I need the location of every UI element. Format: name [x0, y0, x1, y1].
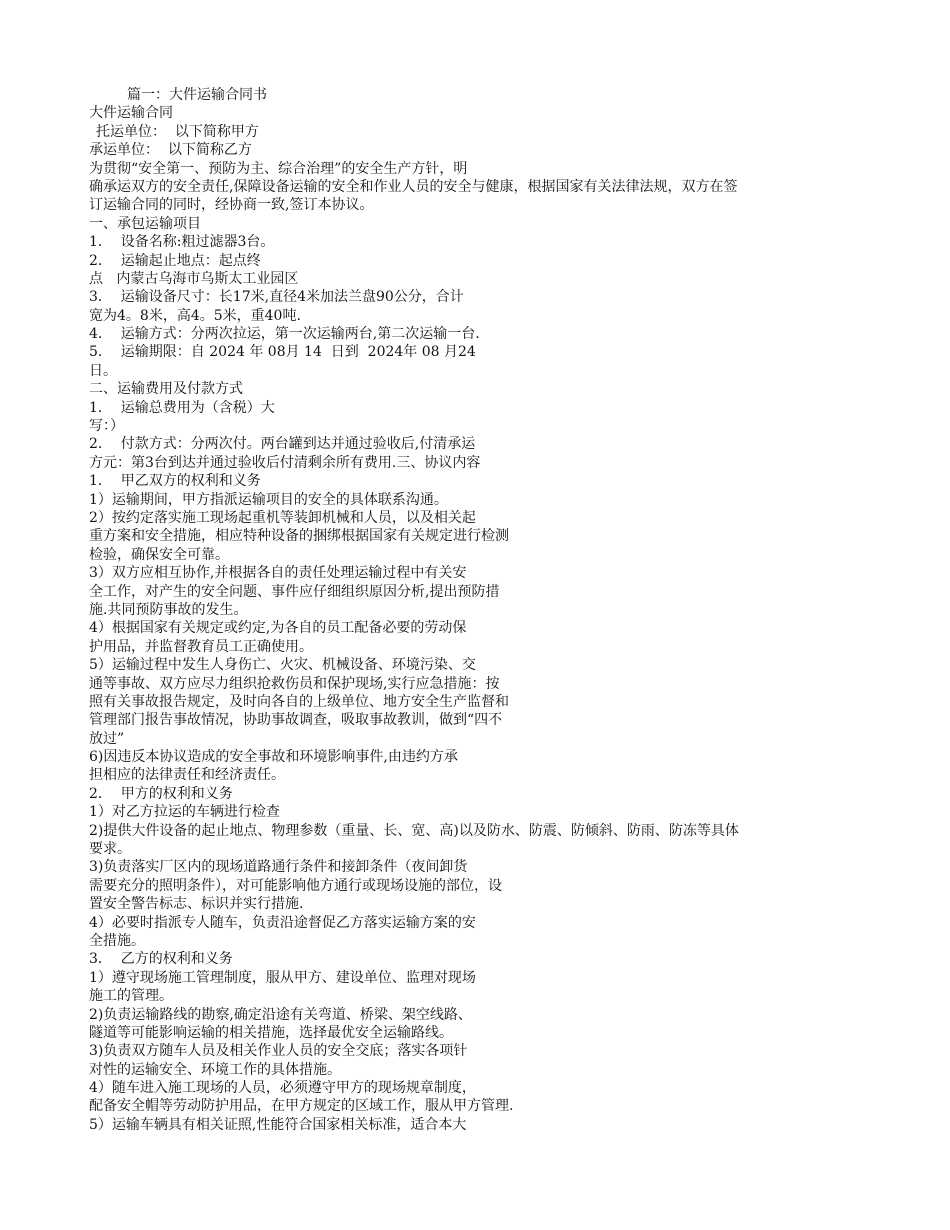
document-page — [89, 86, 869, 1134]
subsection-heading: 1． 甲乙双方的权利和义务 — [89, 473, 261, 490]
text-line: 5． 运输期限：自 2024 年 08月 14 日到 2024年 08 月24 — [89, 344, 476, 361]
section-heading: 二、运输费用及付款方式 — [89, 381, 243, 398]
text-line: 日。 — [89, 362, 117, 379]
subsection-heading: 2． 甲方的权利和义务 — [89, 785, 233, 802]
text-line: 6)因违反本协议造成的安全事故和环境影响事件,由违约方承 — [89, 749, 458, 766]
text-line: 全工作，对产生的安全问题、事件应仔细组织原因分析,提出预防措 — [89, 583, 500, 600]
text-line: 2． 付款方式：分两次付。两台罐到达并通过验收后,付清承运 — [89, 436, 476, 453]
text-line: 订运输合同的同时，经协商一致,签订本协议。 — [89, 197, 374, 214]
text-line: 1． 运输总费用为（含税）大 — [89, 399, 275, 416]
text-line: 3． 运输设备尺寸：长17米,直径4米加法兰盘90公分，合计 — [89, 289, 464, 306]
text-line: 3)负责双方随车人员及相关作业人员的安全交底；落实各项针 — [89, 1043, 468, 1060]
text-line: 要求。 — [89, 841, 131, 858]
text-line: 4． 运输方式：分两次拉运，第一次运输两台,第二次运输一台. — [89, 326, 480, 343]
section-heading: 一、承包运输项目 — [89, 215, 201, 232]
text-line: 施.共同预防事故的发生。 — [89, 601, 248, 618]
text-line: 为贯彻“安全第一、预防为主、综合治理”的安全生产方针，明 — [89, 160, 468, 177]
text-line: 隧道等可能影响运输的相关措施，选择最优安全运输路线。 — [89, 1024, 453, 1041]
carrier-line: 承运单位： 以下简称乙方 — [89, 142, 252, 159]
text-line: 4）必要时指派专人随车，负责沿途督促乙方落实运输方案的安 — [89, 914, 476, 931]
text-line: 检验，确保安全可靠。 — [89, 546, 229, 563]
text-line: 5）运输过程中发生人身伤亡、火灾、机械设备、环境污染、交 — [89, 657, 476, 674]
text-line: 5）运输车辆具有相关证照,性能符合国家相关标准，适合本大 — [89, 1116, 467, 1133]
text-line: 护用品，并监督教育员工正确使用。 — [89, 638, 313, 655]
shipper-line: 托运单位： 以下简称甲方 — [96, 123, 259, 140]
contract-title: 大件运输合同 — [89, 105, 173, 122]
text-line: 放过” — [89, 730, 125, 747]
text-line: 重方案和安全措施，相应特种设备的捆绑根据国家有关规定进行检测 — [89, 528, 509, 545]
text-line: 点 内蒙古乌海市乌斯太工业园区 — [89, 270, 299, 287]
text-line: 担相应的法律责任和经济责任。 — [89, 767, 285, 784]
text-line: 1）运输期间，甲方指派运输项目的安全的具体联系沟通。 — [89, 491, 448, 508]
text-line: 配备安全帽等劳动防护用品，在甲方规定的区域工作，服从甲方管理. — [89, 1098, 514, 1115]
text-line: 2)提供大件设备的起止地点、物理参数（重量、长、宽、高)以及防水、防震、防倾斜、防雨、防冻等具体 — [89, 822, 739, 839]
text-line: 置安全警告标志、标识并实行措施. — [89, 896, 304, 913]
subsection-heading: 3． 乙方的权利和义务 — [89, 951, 233, 968]
text-line: 2）按约定落实施工现场起重机等装卸机械和人员，以及相关起 — [89, 509, 476, 526]
document-heading: 篇一：大件运输合同书 — [127, 87, 267, 103]
text-line: 1）遵守现场施工管理制度，服从甲方、建设单位、监理对现场 — [89, 969, 476, 986]
text-line: 1． 设备名称:粗过滤器3台。 — [89, 234, 275, 251]
text-line: 3）双方应相互协作,并根据各自的责任处理运输过程中有关安 — [89, 565, 467, 582]
text-line: 1）对乙方拉运的车辆进行检查 — [89, 804, 280, 821]
text-line: 宽为4。8米，高4。5米，重40吨. — [89, 307, 301, 324]
text-line: 2)负责运输路线的勘察,确定沿途有关弯道、桥梁、架空线路、 — [89, 1006, 472, 1023]
text-line: 管理部门报告事故情况，协助事故调查，吸取事故教训，做到“四不 — [89, 712, 503, 729]
text-line: 方元：第3台到达并通过验收后付清剩余所有费用.三、协议内容 — [89, 454, 481, 471]
text-line: 4）随车进入施工现场的人员，必须遵守甲方的现场规章制度， — [89, 1080, 476, 1097]
text-line: 需要充分的照明条件），对可能影响他方通行或现场设施的部位，设 — [89, 877, 502, 894]
text-line: 照有关事故报告规定，及时向各自的上级单位、地方安全生产监督和 — [89, 693, 509, 710]
text-line: 确承运双方的安全责任,保障设备运输的安全和作业人员的安全与健康，根据国家有关法律法规，双方在签 — [89, 178, 738, 195]
text-line: 3)负责落实厂区内的现场道路通行条件和接卸条件（夜间卸货 — [89, 859, 468, 876]
text-line: 通等事故、双方应尽力组织抢救伤员和保护现场,实行应急措施：按 — [89, 675, 500, 692]
text-line: 4）根据国家有关规定或约定,为各自的员工配备必要的劳动保 — [89, 620, 467, 637]
text-line: 写：） — [89, 418, 124, 435]
text-line: 2． 运输起止地点：起点终 — [89, 252, 261, 269]
text-line: 全措施。 — [89, 932, 145, 949]
text-line: 对性的运输安全、环境工作的具体措施。 — [89, 1061, 341, 1078]
text-line: 施工的管理。 — [89, 988, 173, 1005]
